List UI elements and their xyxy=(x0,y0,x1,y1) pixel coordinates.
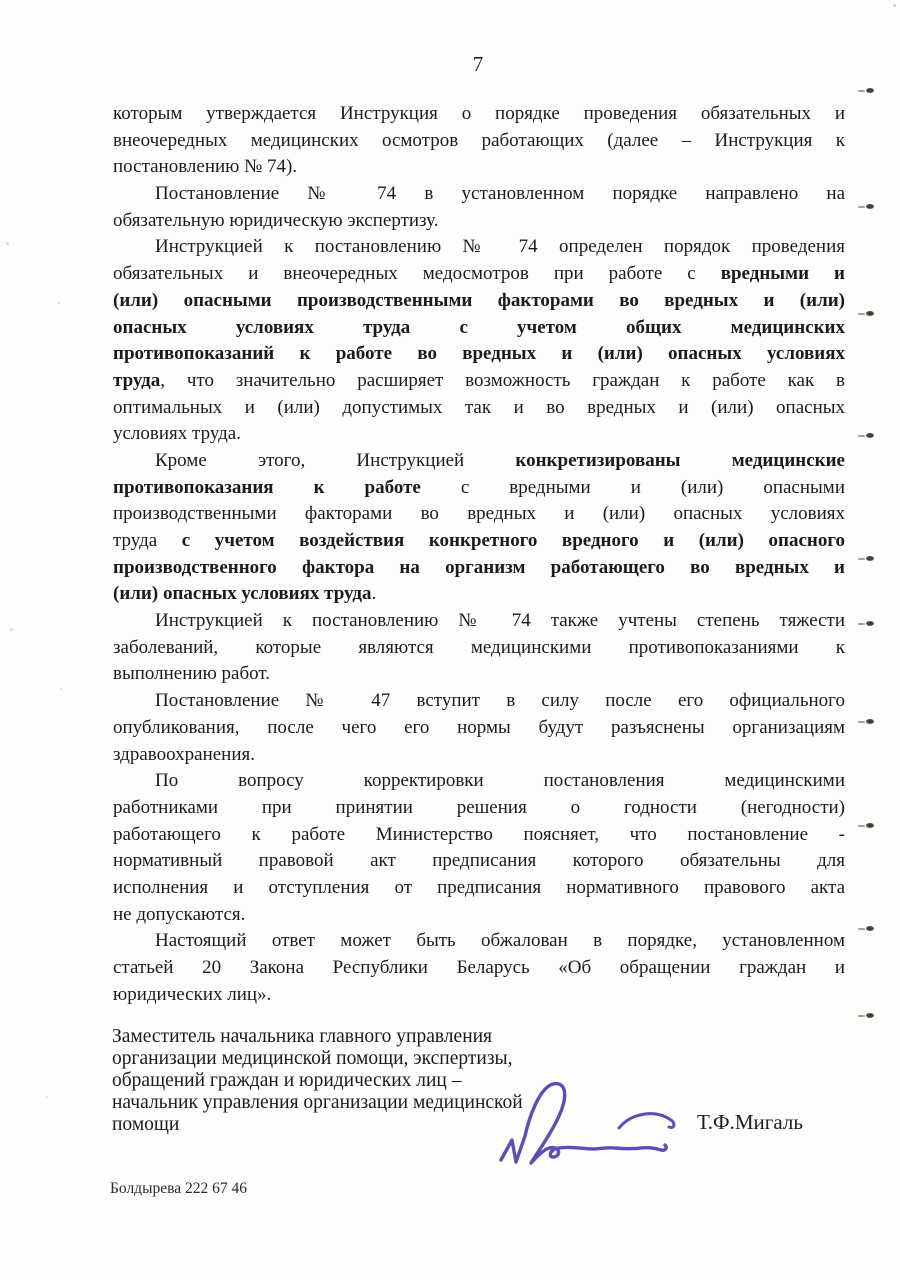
text-line xyxy=(113,581,845,608)
text-line xyxy=(113,368,845,395)
paper-speck xyxy=(58,302,60,304)
artifact-dash xyxy=(858,623,865,625)
scan-artifact-mark xyxy=(858,204,874,210)
text-line xyxy=(113,154,845,181)
text-segment: Инструкцией к постановлению № 74 определен порядок проведения xyxy=(155,236,845,258)
text-segment: оптимальных и (или) допустимых так и во вредных и (или) опасных xyxy=(113,396,845,418)
bold-text-segment: противопоказания к работе xyxy=(113,476,421,498)
body-text xyxy=(113,101,845,1008)
text-segment: заболеваний, которые являются медицинскими противопоказаниями к xyxy=(113,636,845,658)
text-segment: статьей 20 Закона Республики Беларусь «Об обращении граждан и xyxy=(113,957,845,978)
handwritten-signature-icon xyxy=(495,1078,715,1173)
text-line xyxy=(113,661,845,688)
text-segment: с вредными и (или) опасными xyxy=(420,476,845,498)
text-line xyxy=(113,635,845,662)
artifact-dash xyxy=(858,825,865,827)
signature-title-line: помощи xyxy=(112,1114,180,1135)
artifact-dot xyxy=(866,1013,874,1018)
artifact-dash xyxy=(858,435,865,437)
text-line xyxy=(113,875,845,902)
text-segment: здравоохранения. xyxy=(113,743,255,765)
signature-title-line: Заместитель начальника главного управления xyxy=(112,1026,493,1047)
text-segment: Постановление № 47 вступит в силу после его официального xyxy=(155,690,845,712)
artifact-dash xyxy=(858,1015,865,1017)
text-segment: опубликования, после чего его нормы будут разъяснены организациям xyxy=(113,716,845,738)
paper-speck xyxy=(6,242,9,245)
artifact-dot xyxy=(866,823,874,828)
signature-title-line: обращений граждан и юридических лиц – xyxy=(112,1070,462,1091)
artifact-dot xyxy=(866,433,874,438)
text-line xyxy=(113,955,845,982)
text-segment: внеочередных медицинских осмотров работающих (далее – Инструкция к xyxy=(113,129,845,151)
bold-text-segment: труда xyxy=(113,369,161,391)
signature-stroke xyxy=(501,1084,666,1163)
text-segment: обязательных и внеочередных медосмотров при работе с xyxy=(113,263,721,285)
signature-title-line: организации медицинской помощи, экспертизы, xyxy=(112,1048,513,1069)
artifact-dot xyxy=(866,311,874,316)
text-line xyxy=(113,528,845,555)
scan-artifact-mark xyxy=(858,823,874,829)
text-segment: юридических лиц». xyxy=(113,983,272,1005)
scan-artifact-mark xyxy=(858,88,874,94)
text-segment: не допускаются. xyxy=(113,903,246,925)
signature-flourish xyxy=(619,1114,674,1128)
text-segment: исполнения и отступления от предписания нормативного правового акта xyxy=(113,876,845,898)
artifact-dash xyxy=(858,721,865,723)
scan-artifact-mark xyxy=(858,1013,874,1019)
text-line xyxy=(113,555,845,582)
text-segment: Кроме этого, Инструкцией xyxy=(155,449,516,471)
scan-artifact-mark xyxy=(858,311,874,317)
scan-artifact-mark xyxy=(858,556,874,562)
text-segment: условиях труда. xyxy=(113,423,241,445)
text-segment: Инструкцией к постановлению № 74 также учтены степень тяжести xyxy=(155,610,845,632)
signature-title-line: начальник управления организации медицинской xyxy=(112,1092,523,1113)
text-line xyxy=(113,848,845,875)
text-line xyxy=(113,982,845,1009)
text-segment: Настоящий ответ может быть обжалован в порядке, установленном xyxy=(155,930,845,952)
text-segment: труда xyxy=(113,530,182,551)
text-line xyxy=(113,768,845,795)
bold-text-segment: производственного фактора на организм работающего во вредных и xyxy=(113,556,845,578)
page-number: 7 xyxy=(472,52,484,76)
text-line xyxy=(113,288,845,315)
artifact-dash xyxy=(858,206,865,208)
paper-speck xyxy=(60,688,62,690)
text-line xyxy=(113,181,845,208)
text-line xyxy=(113,234,845,261)
text-line xyxy=(113,928,845,955)
text-segment: , что значительно расширяет возможность граждан к работе как в xyxy=(160,369,845,391)
text-line xyxy=(113,101,845,128)
bold-text-segment: противопоказаний к работе во вредных и (или) опасных условиях xyxy=(113,343,845,365)
text-line xyxy=(113,448,845,475)
text-line xyxy=(113,688,845,715)
scan-artifact-mark xyxy=(858,433,874,439)
text-segment: По вопросу корректировки постановления медицинскими xyxy=(155,770,845,792)
paper-speck xyxy=(46,1096,48,1098)
text-line xyxy=(113,128,845,155)
text-segment: постановлению № 74). xyxy=(113,156,298,178)
bold-text-segment: с учетом воздействия конкретного вредного и (или) опасного xyxy=(181,530,845,551)
bold-text-segment: (или) опасных условиях труда xyxy=(113,583,372,605)
text-line xyxy=(113,421,845,448)
text-line xyxy=(113,501,845,528)
text-line xyxy=(113,208,845,235)
artifact-dot xyxy=(866,926,874,931)
signer-name: Т.Ф.Мигаль xyxy=(697,1110,803,1134)
scan-artifact-mark xyxy=(858,621,874,627)
artifact-dot xyxy=(866,719,874,724)
text-segment: которым утверждается Инструкция о порядке проведения обязательных и xyxy=(113,103,845,124)
artifact-dash xyxy=(858,313,865,315)
artifact-dot xyxy=(866,204,874,209)
bold-text-segment: опасных условиях труда с учетом общих медицинских xyxy=(113,316,845,338)
bold-text-segment: (или) опасными производственными факторами во вредных и (или) xyxy=(113,289,845,311)
text-line xyxy=(113,315,845,342)
text-line xyxy=(113,475,845,502)
text-segment: . xyxy=(371,583,377,605)
bold-text-segment: вредными и xyxy=(720,263,845,285)
text-segment: производственными факторами во вредных и (или) опасных условиях xyxy=(113,503,845,525)
artifact-dot xyxy=(866,621,874,626)
artifact-dash xyxy=(858,928,865,930)
text-line xyxy=(113,902,845,929)
text-segment: работниками при принятии решения о годности (негодности) xyxy=(113,796,845,818)
artifact-dot xyxy=(866,556,874,561)
paper-speck xyxy=(893,4,896,7)
scan-artifact-mark xyxy=(858,719,874,725)
text-line xyxy=(113,715,845,742)
bold-text-segment: конкретизированы медицинские xyxy=(515,449,845,471)
text-segment: обязательную юридическую экспертизу. xyxy=(113,209,439,231)
text-line xyxy=(113,395,845,422)
text-segment: Постановление № 74 в установленном порядке направлено на xyxy=(155,183,845,205)
text-segment: выполнению работ. xyxy=(113,663,270,685)
scan-artifact-mark xyxy=(858,926,874,932)
artifact-dash xyxy=(858,90,865,92)
text-line xyxy=(113,822,845,849)
text-line xyxy=(113,742,845,769)
text-line xyxy=(113,261,845,288)
text-line xyxy=(113,795,845,822)
artifact-dot xyxy=(866,88,874,93)
artifact-dash xyxy=(858,558,865,560)
footer-contact: Болдырева 222 67 46 xyxy=(110,1180,247,1197)
text-line xyxy=(113,341,845,368)
text-segment: нормативный правовой акт предписания которого обязательны для xyxy=(113,850,845,872)
paper-speck xyxy=(10,628,13,631)
text-segment: работающего к работе Министерство поясняет, что постановление - xyxy=(113,823,845,845)
text-line xyxy=(113,608,845,635)
